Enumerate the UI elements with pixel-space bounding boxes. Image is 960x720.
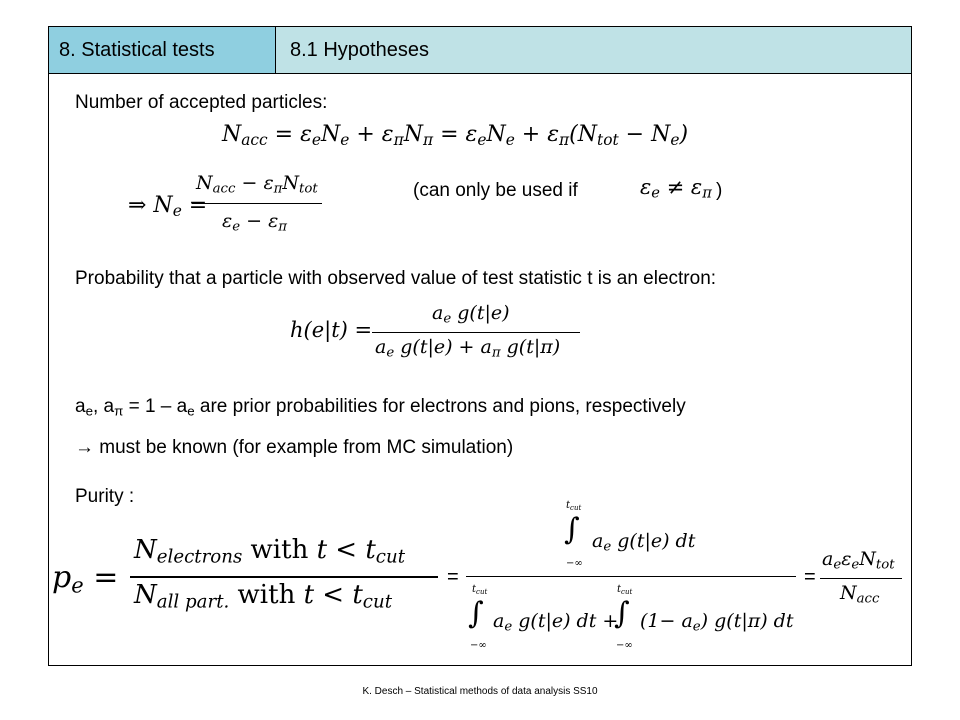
prior-line: $a_e$, $a_\pi = 1 - a_e$ are prior probabilities for electrons and pions, respectively: [75, 396, 686, 419]
integral-2: ∫: [468, 596, 484, 631]
int-lower-2: −∞: [470, 640, 487, 651]
delta-ne-numerator: $N_{acc} - \varepsilon_\pi N_{tot}$: [196, 172, 318, 197]
pe-denominator: $N_{all part.}$ with $t < t_{cut}$: [134, 580, 393, 613]
known-text: → must be known (for example from MC simulation): [75, 437, 514, 458]
purity-label: Purity :: [75, 486, 135, 507]
condition-equation: $\varepsilon_e \ne \varepsilon_\pi$: [640, 175, 712, 202]
int-lower-3: −∞: [616, 640, 633, 651]
final-denominator: $N_{acc}$: [840, 582, 880, 607]
int-lower-1: −∞: [566, 558, 583, 569]
condition-close: ): [716, 180, 723, 201]
mid-den-part-1: $a_e$ g(t|e) dt +: [493, 610, 619, 635]
h-fraction-bar: [372, 332, 580, 333]
section-title: 8. Statistical tests: [48, 26, 276, 74]
int-upper-1: $t_{cut}$: [566, 500, 582, 512]
equals-1: =: [447, 566, 459, 588]
slide-header: [48, 26, 912, 74]
h-lhs: h(e|t) =: [290, 318, 373, 342]
final-numerator: $a_e\varepsilon_eN_{tot}$: [822, 548, 895, 573]
delta-ne-fraction-bar: [192, 203, 322, 204]
int-upper-2: $t_{cut}$: [472, 584, 488, 596]
integral-3: ∫: [614, 596, 630, 631]
h-numerator: $a_e$ g(t|e): [432, 302, 510, 327]
equals-2: =: [804, 566, 816, 588]
delta-ne-lhs: ⇒ $N_e$ =: [128, 193, 208, 220]
accepted-label: Number of accepted particles:: [75, 92, 328, 113]
subsection-title: 8.1 Hypotheses: [276, 26, 912, 74]
pe-fraction-bar: [130, 576, 438, 578]
condition-text: (can only be used if: [413, 180, 578, 201]
int-upper-3: $t_{cut}$: [617, 584, 633, 596]
mid-numerator: $a_e$ g(t|e) dt: [592, 530, 696, 555]
final-fraction-bar: [820, 578, 902, 579]
mid-den-part-2: $(1- a_e)$ g(t|π) dt: [640, 610, 794, 635]
h-denominator: $a_e$ $g(t|e) + a_\pi$ g(t|π): [375, 336, 561, 361]
delta-ne-denominator: $\varepsilon_e - \varepsilon_\pi$: [222, 210, 288, 235]
integral-1: ∫: [564, 512, 580, 547]
probability-label: Probability that a particle with observed value of test statistic t is an electron:: [75, 268, 717, 289]
mid-fraction-bar: [466, 576, 796, 577]
pe-numerator: $N_{electrons}$ with $t < t_{cut}$: [134, 535, 406, 568]
n-acc-equation: $N_{acc} = \varepsilon_eN_e + \varepsilon_\pi N_\pi = \varepsilon_eN_e + \varepsilon_\pi(N_{tot} - N_e)$: [222, 122, 689, 149]
footer-credit: K. Desch – Statistical methods of data analysis SS10: [362, 686, 598, 697]
pe-lhs: $p_e$ =: [52, 560, 119, 598]
